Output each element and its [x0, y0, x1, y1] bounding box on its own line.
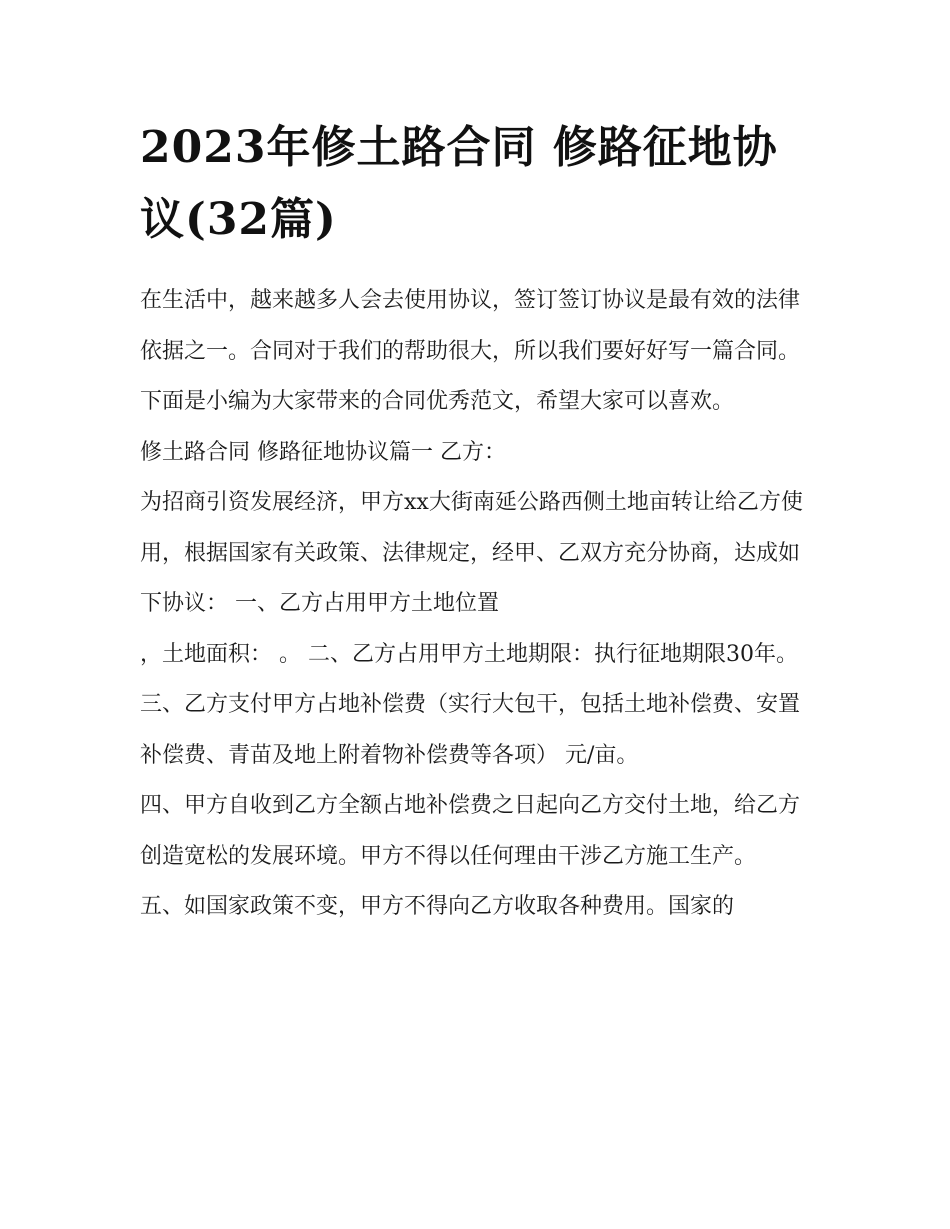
- intro-paragraph: 在生活中，越来越多人会去使用协议，签订签订协议是最有效的法律依据之一。合同对于我们的帮助很大，所以我们要好好写一篇合同。下面是小编为大家带来的合同优秀范文，希望大家可以喜欢。: [140, 288, 801, 414]
- section-heading-paragraph: 修土路合同 修路征地协议篇一 乙方：: [140, 439, 506, 465]
- document-body: [140, 276, 812, 933]
- clause-three-paragraph: 三、乙方支付甲方占地补偿费（实行大包干，包括土地补偿费、安置补偿费、青苗及地上附着物补偿费等各项） 元/亩。: [140, 692, 801, 768]
- land-area-term-paragraph: ，土地面积： 。 二、乙方占用甲方土地期限：执行征地期限30年。: [140, 641, 798, 667]
- agreement-preamble-paragraph: 为招商引资发展经济，甲方xx大街南延公路西侧土地亩转让给乙方使用，根据国家有关政策、法律规定，经甲、乙双方充分协商，达成如下协议： 一、乙方占用甲方土地位置: [140, 490, 803, 616]
- clause-four-paragraph: 四、甲方自收到乙方全额占地补偿费之日起向乙方交付土地，给乙方创造宽松的发展环境。甲方不得以任何理由干涉乙方施工生产。: [140, 793, 801, 869]
- document-title: 2023年修土路合同 修路征地协议(32篇): [140, 122, 778, 245]
- clause-five-paragraph: 五、如国家政策不变，甲方不得向乙方收取各种费用。国家的: [140, 894, 735, 919]
